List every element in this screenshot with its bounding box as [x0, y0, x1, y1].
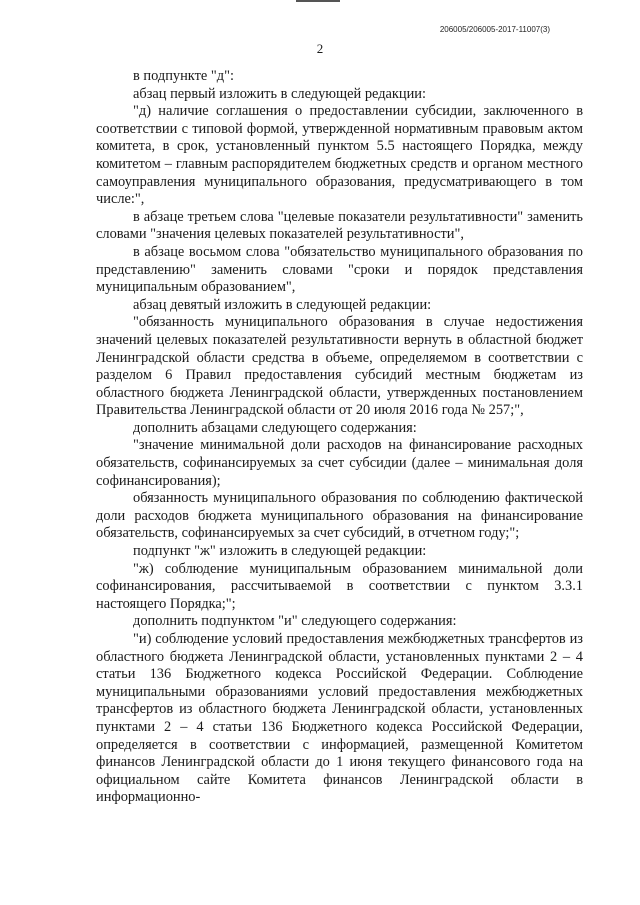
top-edge-mark [296, 0, 340, 2]
paragraph: обязанность муниципального образования по соблюдению фактической доли расходов бюджета муниципального образования на финансирование обязательств, софинансируемых за счет субсидий, в отчетном году;"; [96, 490, 583, 542]
paragraph: "д) наличие соглашения о предоставлении субсидии, заключенного в соответствии с типовой формой, утвержденной нормативным правовым актом комитета, в срок, установленный пунктом 5.5 настоящего Порядка, между комитетом – главным распорядителем бюджетных средств и органом местного самоуправления муниципального образования, предусматривающего в том числе:", [96, 103, 583, 208]
paragraph: в абзаце третьем слова "целевые показатели результативности" заменить словами "значения целевых показателей результативности", [96, 208, 583, 243]
paragraph: абзац первый изложить в следующей редакции: [133, 85, 427, 102]
document-id: 206005/206005-2017-11007(3) [439, 25, 550, 34]
paragraph: "значение минимальной доли расходов на финансирование расходных обязательств, софинансируемых за счет субсидии (далее – минимальная доля софинансирования); [96, 437, 583, 489]
document-body [96, 68, 583, 807]
paragraph: "и) соблюдение условий предоставления межбюджетных трансфертов из областного бюджета Ленинградской области, установленных пунктами 2 – 4 статьи 136 Бюджетного кодекса Российской Федерации. Соблюдение муниципальными образованиями условий предоставления межбюджетных трансфертов из областного бюджета Ленинградской области, установленных пунктами 2 – 4 статьи 136 Бюджетного кодекса Российской Федерации, определяется в соответствии с информацией, размещенной Комитетом финансов Ленинградской области до 1 июня текущего финансового года на официальном сайте Комитета финансов Ленинградской области в информационно- [96, 631, 583, 806]
paragraph: абзац девятый изложить в следующей редакции: [133, 296, 432, 313]
paragraph: "ж) соблюдение муниципальным образованием минимальной доли софинансирования, рассчитываемой в соответствии с пунктом 3.3.1 настоящего Порядка;"; [96, 560, 583, 612]
page-number: 2 [316, 41, 324, 56]
paragraph: в подпункте "д": [133, 68, 234, 84]
paragraph: дополнить подпунктом "и" следующего содержания: [133, 613, 457, 630]
paragraph: "обязанность муниципального образования в случае недостижения значений целевых показателей результативности вернуть в областной бюджет Ленинградской области средства в объеме, определяемом в соответствии с разделом 6 Правил предоставления субсидий местным бюджетам из областного бюджета Ленинградской области, утвержденных постановлением Правительства Ленинградской области от 20 июля 2016 года № 257;", [96, 314, 583, 419]
paragraph: подпункт "ж" изложить в следующей редакции: [133, 543, 427, 560]
paragraph: в абзаце восьмом слова "обязательство муниципального образования по представлению" заменить словами "сроки и порядок представления муниципальным образованием", [96, 243, 583, 296]
paragraph: дополнить абзацами следующего содержания: [133, 419, 417, 436]
